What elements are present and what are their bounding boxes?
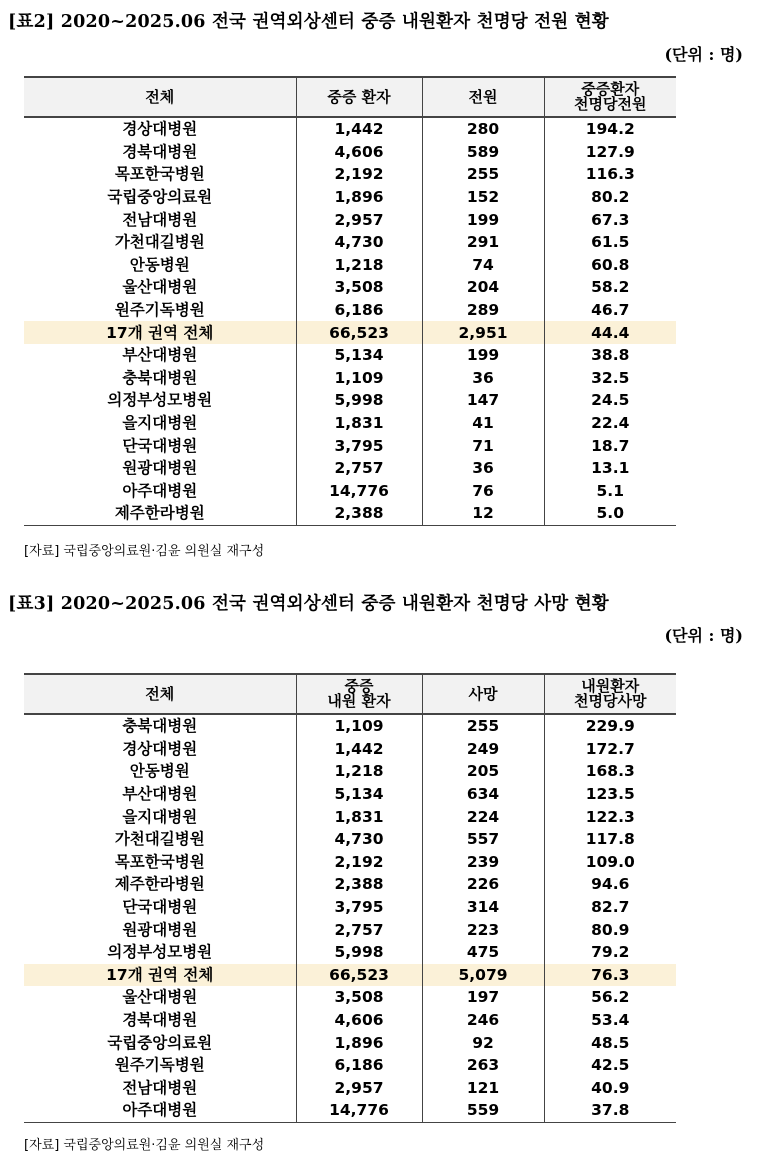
value-cell: 14,776 (296, 1099, 422, 1122)
value-cell: 117.8 (544, 828, 676, 851)
table2 (24, 76, 676, 526)
hospital-name-cell: 경북대병원 (122, 1011, 198, 1030)
value-cell: 3,508 (296, 276, 422, 299)
value-cell: 40.9 (544, 1077, 676, 1100)
table-row (24, 714, 676, 738)
table-row (24, 1009, 676, 1032)
hospital-name-cell: 원광대병원 (122, 920, 198, 939)
value-cell: 2,757 (296, 457, 422, 480)
hospital-name-cell: 울산대병원 (122, 278, 198, 297)
value-cell: 194.2 (544, 117, 676, 141)
table3-unit: (단위 : 명) (664, 626, 743, 645)
value-cell: 3,508 (296, 986, 422, 1009)
hospital-name-cell: 을지대병원 (122, 414, 198, 433)
table-row (24, 502, 676, 525)
hospital-name-cell: 전남대병원 (122, 1078, 198, 1097)
value-cell: 60.8 (544, 254, 676, 277)
table-row (24, 299, 676, 322)
hospital-name-cell: 단국대병원 (122, 898, 198, 917)
hospital-name-cell: 의정부성모병원 (107, 943, 213, 962)
value-cell: 224 (422, 805, 544, 828)
table-row (24, 480, 676, 503)
value-cell: 127.9 (544, 141, 676, 164)
hospital-name-cell: 가천대길병원 (114, 830, 205, 849)
value-cell: 557 (422, 828, 544, 851)
value-cell: 80.2 (544, 186, 676, 209)
value-cell: 92 (422, 1031, 544, 1054)
value-cell: 56.2 (544, 986, 676, 1009)
value-cell: 12 (422, 502, 544, 525)
hospital-name-cell: 충북대병원 (122, 717, 198, 736)
value-cell: 61.5 (544, 231, 676, 254)
value-cell: 5,998 (296, 941, 422, 964)
value-cell: 109.0 (544, 851, 676, 874)
value-cell: 1,442 (296, 117, 422, 141)
table2-source: [자료] 국립중앙의료원·김윤 의원실 재구성 (24, 544, 265, 559)
value-cell: 199 (422, 344, 544, 367)
value-cell: 2,388 (296, 873, 422, 896)
value-cell: 66,523 (296, 964, 422, 987)
value-cell: 589 (422, 141, 544, 164)
value-cell: 58.2 (544, 276, 676, 299)
column-header: 중증 내원 환자 (296, 674, 422, 714)
value-cell: 246 (422, 1009, 544, 1032)
value-cell: 4,606 (296, 1009, 422, 1032)
value-cell: 5.0 (544, 502, 676, 525)
column-header: 내원환자 천명당사망 (544, 674, 676, 714)
table2-title: [표2] 2020~2025.06 전국 권역외상센터 중증 내원환자 천명당 전원 현황 (8, 12, 609, 32)
value-cell: 263 (422, 1054, 544, 1077)
table-row (24, 805, 676, 828)
value-cell: 18.7 (544, 434, 676, 457)
table-row (24, 367, 676, 390)
value-cell: 2,757 (296, 918, 422, 941)
value-cell: 14,776 (296, 480, 422, 503)
value-cell: 199 (422, 208, 544, 231)
value-cell: 94.6 (544, 873, 676, 896)
value-cell: 44.4 (544, 321, 676, 344)
header-row (24, 674, 676, 714)
value-cell: 4,730 (296, 828, 422, 851)
value-cell: 280 (422, 117, 544, 141)
hospital-name-cell: 의정부성모병원 (107, 391, 213, 410)
value-cell: 289 (422, 299, 544, 322)
value-cell: 121 (422, 1077, 544, 1100)
column-header: 사망 (422, 674, 544, 714)
table-row (24, 344, 676, 367)
value-cell: 475 (422, 941, 544, 964)
hospital-name-cell: 원주기독병원 (114, 301, 205, 320)
value-cell: 123.5 (544, 783, 676, 806)
value-cell: 116.3 (544, 163, 676, 186)
value-cell: 1,896 (296, 186, 422, 209)
value-cell: 226 (422, 873, 544, 896)
table3-title: [표3] 2020~2025.06 전국 권역외상센터 중증 내원환자 천명당 사망 현황 (8, 594, 609, 614)
table-row (24, 1031, 676, 1054)
hospital-name-cell: 아주대병원 (122, 481, 198, 500)
hospital-name-cell: 울산대병원 (122, 988, 198, 1007)
hospital-name-cell: 아주대병원 (24, 1099, 296, 1122)
table-row (24, 117, 676, 141)
table2-unit: (단위 : 명) (664, 45, 743, 64)
hospital-name-cell: 원주기독병원 (114, 1056, 205, 1075)
table-row (24, 986, 676, 1009)
column-header: 중증 환자 (296, 77, 422, 117)
table-row (24, 896, 676, 919)
value-cell: 32.5 (544, 367, 676, 390)
table-row (24, 254, 676, 277)
value-cell: 41 (422, 412, 544, 435)
value-cell: 1,831 (296, 805, 422, 828)
value-cell: 36 (422, 457, 544, 480)
value-cell: 5,134 (296, 344, 422, 367)
value-cell: 204 (422, 276, 544, 299)
value-cell: 1,218 (296, 760, 422, 783)
value-cell: 239 (422, 851, 544, 874)
value-cell: 223 (422, 918, 544, 941)
value-cell: 2,951 (422, 321, 544, 344)
value-cell: 6,186 (296, 299, 422, 322)
value-cell: 2,957 (296, 208, 422, 231)
value-cell: 1,218 (296, 254, 422, 277)
value-cell: 22.4 (544, 412, 676, 435)
table-row (24, 208, 676, 231)
table-row (24, 738, 676, 761)
hospital-name-cell: 원광대병원 (122, 459, 198, 478)
table-row (24, 412, 676, 435)
table3 (24, 673, 676, 1123)
value-cell: 255 (422, 714, 544, 738)
value-cell: 6,186 (296, 1054, 422, 1077)
value-cell: 168.3 (544, 760, 676, 783)
value-cell: 249 (422, 738, 544, 761)
value-cell: 634 (422, 783, 544, 806)
value-cell: 38.8 (544, 344, 676, 367)
value-cell: 4,730 (296, 231, 422, 254)
value-cell: 5,998 (296, 389, 422, 412)
table-row (24, 918, 676, 941)
value-cell: 5,134 (296, 783, 422, 806)
hospital-name-cell: 전남대병원 (122, 210, 198, 229)
value-cell: 71 (422, 434, 544, 457)
hospital-name-cell: 을지대병원 (122, 807, 198, 826)
value-cell: 5.1 (544, 480, 676, 503)
table-row (24, 783, 676, 806)
value-cell: 42.5 (544, 1054, 676, 1077)
hospital-name-cell: 국립중앙의료원 (107, 1033, 213, 1052)
total-row (24, 321, 676, 344)
table-row (24, 276, 676, 299)
hospital-name-cell: 부산대병원 (122, 785, 198, 804)
value-cell: 4,606 (296, 141, 422, 164)
value-cell: 79.2 (544, 941, 676, 964)
value-cell: 76 (422, 480, 544, 503)
hospital-name-cell: 가천대길병원 (114, 233, 205, 252)
table-row (24, 141, 676, 164)
value-cell: 66,523 (296, 321, 422, 344)
value-cell: 172.7 (544, 738, 676, 761)
hospital-name-cell: 안동병원 (129, 255, 190, 274)
table-row (24, 434, 676, 457)
value-cell: 3,795 (296, 434, 422, 457)
value-cell: 5,079 (422, 964, 544, 987)
value-cell: 3,795 (296, 896, 422, 919)
value-cell: 36 (422, 367, 544, 390)
hospital-name-cell: 17개 권역 전체 (24, 964, 296, 987)
table-row (24, 760, 676, 783)
value-cell: 205 (422, 760, 544, 783)
value-cell: 1,109 (296, 714, 422, 738)
header-row (24, 77, 676, 117)
value-cell: 82.7 (544, 896, 676, 919)
column-header: 전원 (422, 77, 544, 117)
value-cell: 13.1 (544, 457, 676, 480)
hospital-name-cell: 제주한라병원 (24, 502, 296, 525)
value-cell: 1,442 (296, 738, 422, 761)
hospital-name-cell: 목포한국병원 (114, 852, 205, 871)
table-row (24, 1054, 676, 1077)
hospital-name-cell: 경상대병원 (122, 120, 198, 139)
value-cell: 48.5 (544, 1031, 676, 1054)
table-row (24, 231, 676, 254)
value-cell: 2,388 (296, 502, 422, 525)
hospital-name-cell: 제주한라병원 (114, 875, 205, 894)
table-row (24, 186, 676, 209)
value-cell: 2,957 (296, 1077, 422, 1100)
value-cell: 197 (422, 986, 544, 1009)
value-cell: 46.7 (544, 299, 676, 322)
total-row (24, 964, 676, 987)
value-cell: 122.3 (544, 805, 676, 828)
column-header: 전체 (24, 77, 296, 117)
value-cell: 67.3 (544, 208, 676, 231)
value-cell: 80.9 (544, 918, 676, 941)
value-cell: 2,192 (296, 851, 422, 874)
value-cell: 74 (422, 254, 544, 277)
value-cell: 147 (422, 389, 544, 412)
table3-source: [자료] 국립중앙의료원·김윤 의원실 재구성 (24, 1138, 265, 1153)
value-cell: 1,109 (296, 367, 422, 390)
value-cell: 1,831 (296, 412, 422, 435)
hospital-name-cell: 단국대병원 (122, 436, 198, 455)
hospital-name-cell: 충북대병원 (122, 368, 198, 387)
table-row (24, 873, 676, 896)
table-row (24, 828, 676, 851)
hospital-name-cell: 부산대병원 (122, 346, 198, 365)
value-cell: 53.4 (544, 1009, 676, 1032)
hospital-name-cell: 안동병원 (129, 762, 190, 781)
table-row (24, 457, 676, 480)
hospital-name-cell: 17개 권역 전체 (24, 321, 296, 344)
value-cell: 1,896 (296, 1031, 422, 1054)
value-cell: 291 (422, 231, 544, 254)
table-row (24, 941, 676, 964)
value-cell: 2,192 (296, 163, 422, 186)
value-cell: 314 (422, 896, 544, 919)
value-cell: 24.5 (544, 389, 676, 412)
table-row (24, 389, 676, 412)
hospital-name-cell: 경상대병원 (122, 739, 198, 758)
hospital-name-cell: 목포한국병원 (114, 165, 205, 184)
value-cell: 76.3 (544, 964, 676, 987)
table-row (24, 163, 676, 186)
column-header: 전체 (24, 674, 296, 714)
value-cell: 255 (422, 163, 544, 186)
column-header: 중증환자 천명당전원 (544, 77, 676, 117)
value-cell: 152 (422, 186, 544, 209)
value-cell: 229.9 (544, 714, 676, 738)
table-row (24, 1077, 676, 1100)
table-row (24, 1099, 676, 1122)
hospital-name-cell: 국립중앙의료원 (107, 188, 213, 207)
table-row (24, 851, 676, 874)
hospital-name-cell: 경북대병원 (122, 142, 198, 161)
value-cell: 37.8 (544, 1099, 676, 1122)
value-cell: 559 (422, 1099, 544, 1122)
